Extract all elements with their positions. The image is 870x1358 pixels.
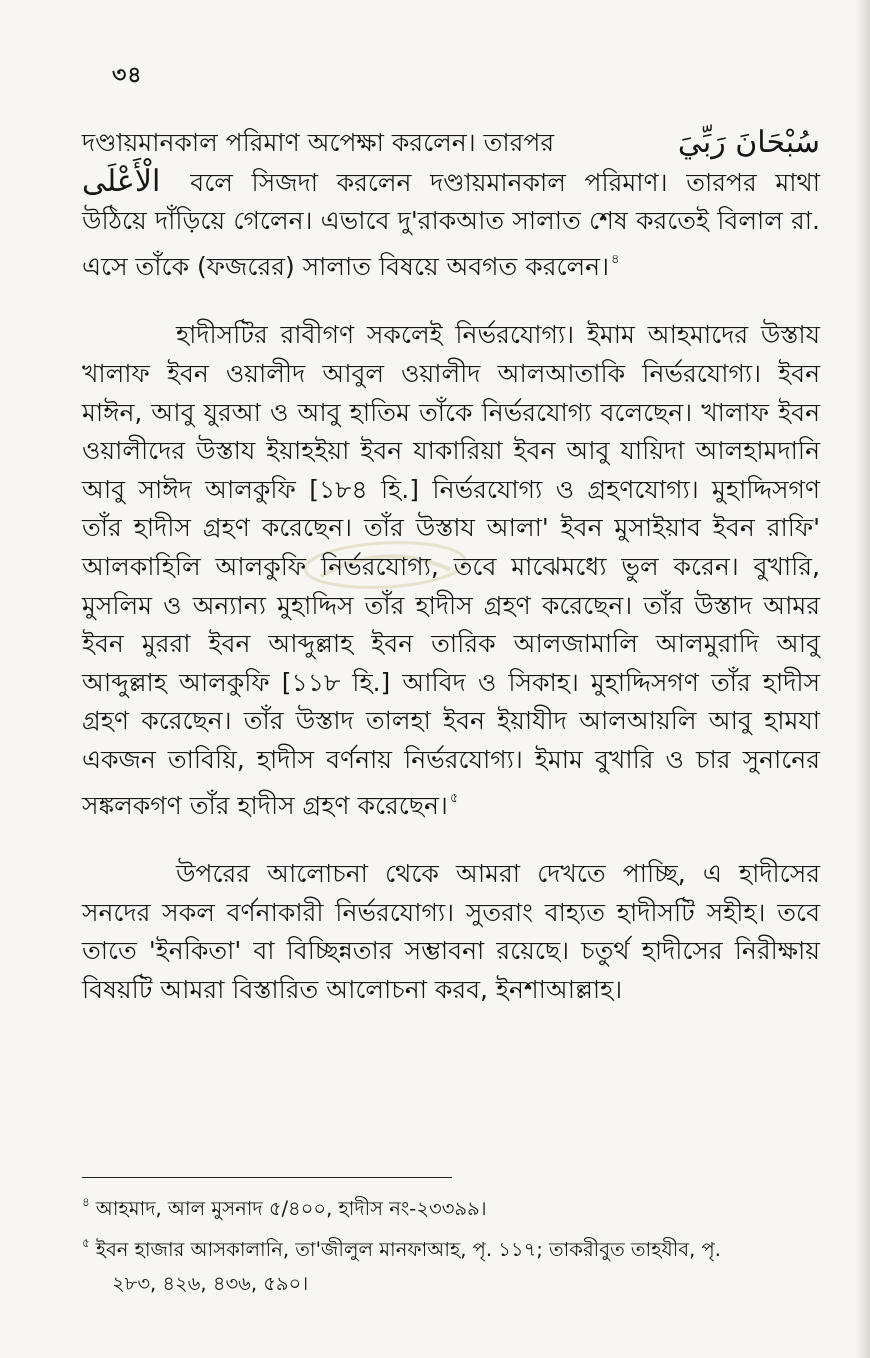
page-number: ৩৪ (112, 63, 143, 88)
main-text (82, 124, 820, 1009)
footnote-5-text: ইবন হাজার আসকালানি, তা'জীলুল মানফাআহ, পৃ. ১১৭; তাকরীবুত তাহযীব, পৃ. (95, 1238, 721, 1261)
paragraph-1-text-b: বলে সিজদা করলেন দণ্ডায়মানকাল পরিমাণ। তারপর মাথা উঠিয়ে দাঁড়িয়ে গেলেন। এভাবে দু'রাকআত সালাত শেষ করতেই বিলাল রা. এসে তাঁকে (ফজরের) সালাত বিষয়ে অবগত করলেন। (82, 167, 820, 281)
paragraph-3 (82, 855, 820, 1009)
footnote-mark-5: ৫ (82, 1236, 90, 1250)
paragraph-2 (82, 316, 820, 825)
footnote-5 (82, 1226, 820, 1267)
footnote-mark-4: ৪ (82, 1195, 90, 1209)
paragraph-3-text: উপরের আলোচনা থেকে আমরা দেখতে পাচ্ছি, এ হাদীসের সনদের সকল বর্ণনাকারী নির্ভরযোগ্য। সুতরাং বাহ্যত হাদীসটি সহীহ। তবে তাতে 'ইনকিতা' বা বিচ্ছিন্নতার সম্ভাবনা রয়েছে। চতুর্থ হাদীসের নিরীক্ষায় বিষয়টি আমরা বিস্তারিত আলোচনা করব, ইনশাআল্লাহ। (82, 859, 820, 1004)
arabic-phrase-2: الْأَعْلَى (82, 163, 161, 199)
footnote-ref-4[interactable]: ৪ (611, 251, 620, 267)
paragraph-2-text: হাদীসটির রাবীগণ সকলেই নির্ভরযোগ্য। ইমাম আহমাদের উস্তায খালাফ ইবন ওয়ালীদ আবুল ওয়ালীদ আলআতাকি নির্ভরযোগ্য। ইবন মাঈন, আবু যুরআ ও আবু হাতিম তাঁকে নির্ভরযোগ্য বলেছেন। খালাফ ইবন ওয়ালীদের উস্তায ইয়াহইয়া ইবন যাকারিয়া ইবন আবু যায়িদা আলহামদানি আবু সাঈদ আলকুফি [১৮৪ হি.] নির্ভরযোগ্য ও গ্রহণযোগ্য। মুহাদ্দিসগণ তাঁর হাদীস গ্রহণ করেছেন। তাঁর উস্তায আলা' ইবন মুসাইয়াব ইবন রাফি' আলকাহিলি আলকুফি নির্ভরযোগ্য, তবে মাঝেমধ্যে ভুল করেন। বুখারি, মুসলিম ও অন্যান্য মুহাদ্দিস তাঁর হাদীস গ্রহণ করেছেন। তাঁর উস্তাদ আমর ইবন মুররা ইবন আব্দুল্লাহ ইবন তারিক আলজামালি আলমুরাদি আবু আব্দুল্লাহ আলকুফি [১১৮ হি.] আবিদ ও সিকাহ। মুহাদ্দিসগণ তাঁর হাদীস গ্রহণ করেছেন। তাঁর উস্তাদ তালহা ইবন ইয়াযীদ আলআয়লি আবু হামযা একজন তাবিয়ি, হাদীস বর্ণনায় নির্ভরযোগ্য। ইমাম বুখারি ও চার সুনানের সঙ্কলকগণ তাঁর হাদীস গ্রহণ করেছেন। (82, 320, 820, 820)
footnote-5-continued (82, 1267, 820, 1301)
page-edge (856, 0, 870, 1358)
footnotes (82, 1185, 820, 1301)
footnote-4 (82, 1185, 820, 1226)
footnote-ref-5[interactable]: ৫ (449, 790, 459, 806)
arabic-phrase-1: سُبْحَانَ رَبِّيَ (677, 125, 820, 160)
footnote-4-text: আহমাদ, আল মুসনাদ ৫/৪০০, হাদীস নং-২৩৩৯৯। (95, 1197, 487, 1220)
paragraph-1 (82, 124, 820, 286)
paragraph-1-text-a: দণ্ডায়মানকাল পরিমাণ অপেক্ষা করলেন। তারপর (82, 128, 555, 157)
footnote-divider (82, 1177, 452, 1178)
footnote-5-text-cont: ২৮৩, ৪২৬, ৪৩৬, ৫৯০। (112, 1272, 309, 1295)
